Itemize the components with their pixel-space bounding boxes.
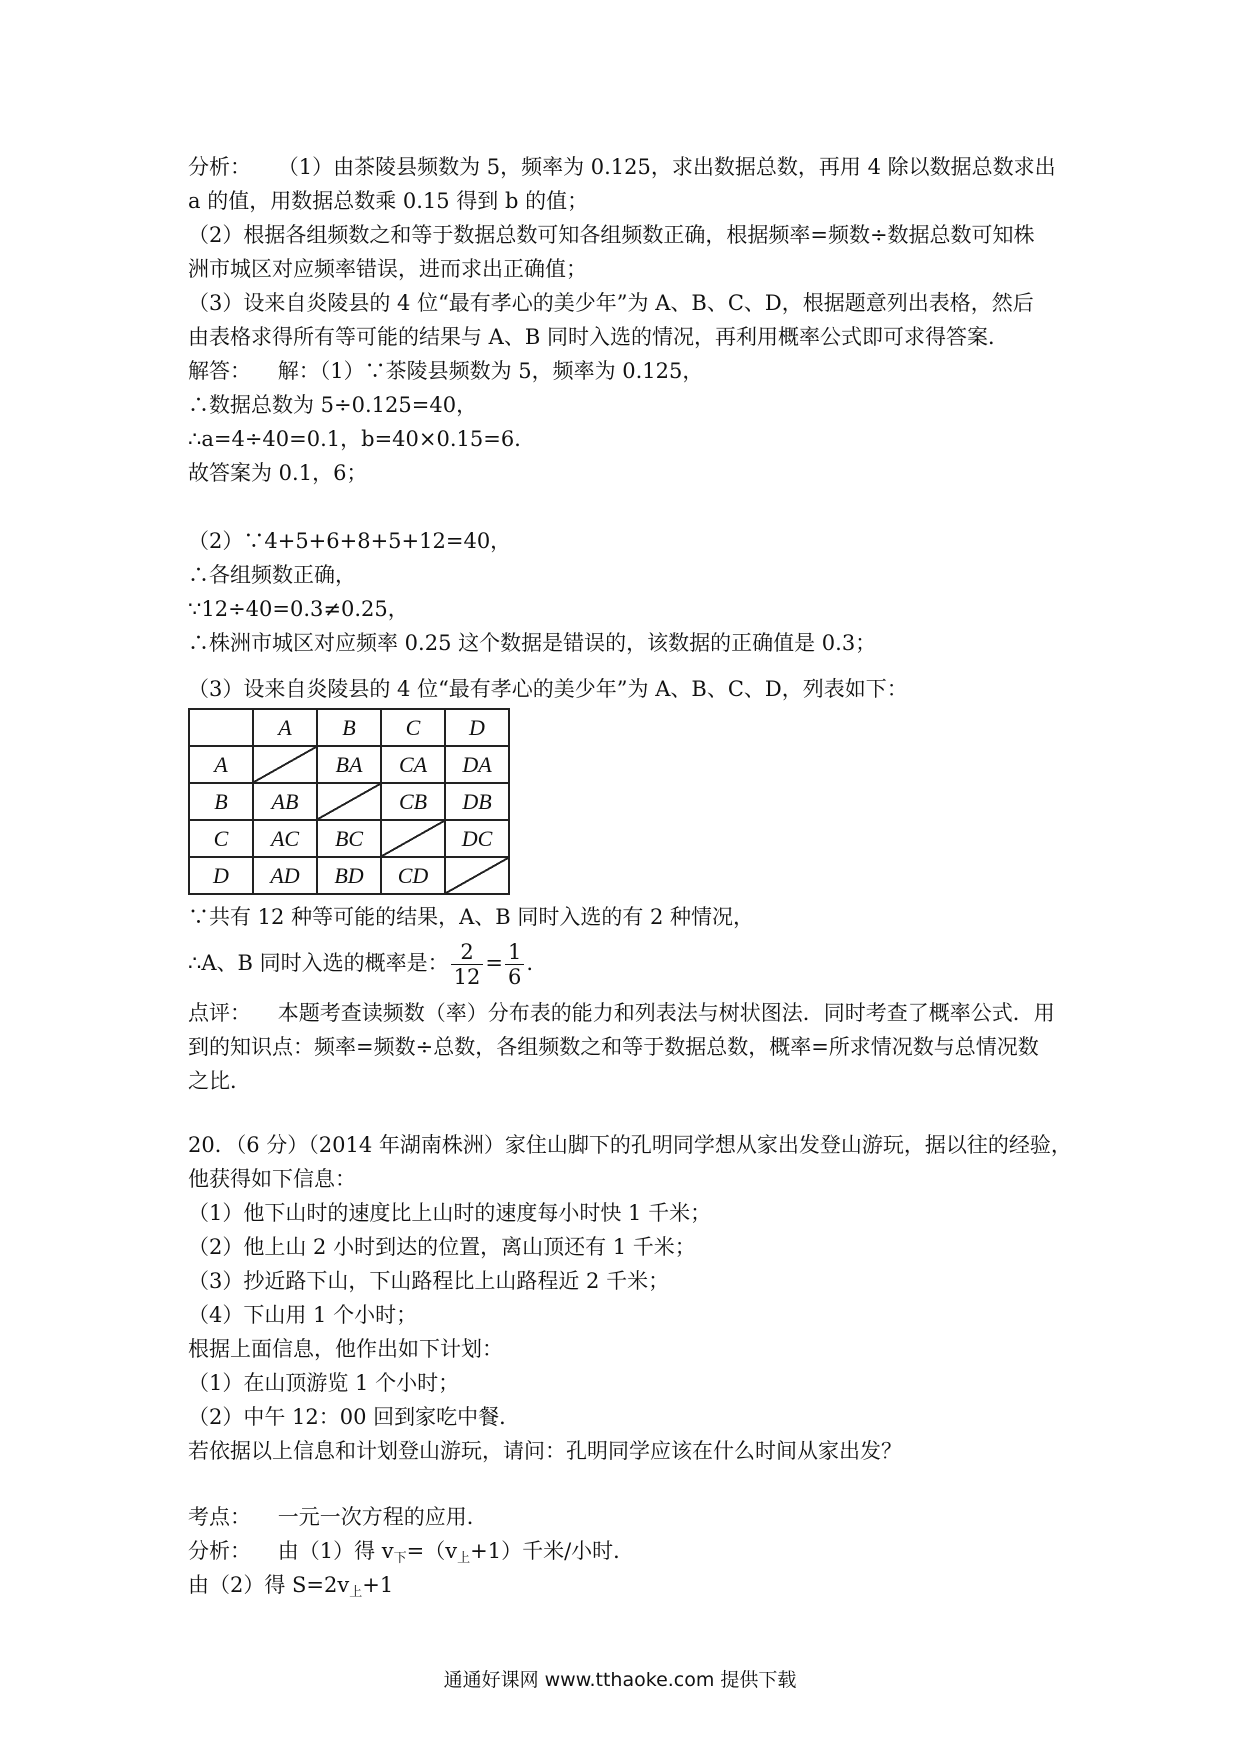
analysis2-line-2 — [188, 1568, 393, 1610]
answer-line-6: ∴各组频数正确， — [188, 563, 356, 587]
answer-line-5: （2）∵4+5+6+8+5+12=40， — [188, 529, 512, 553]
table-cell — [189, 709, 253, 746]
question-20-line-1: 20．（6 分）（2014 年湖南株洲）家住山脚下的孔明同学想从家出发登山游玩，据以往的经验， — [188, 1133, 1072, 1157]
kaodian-line — [188, 1500, 488, 1534]
analysis-line-4: 洲市城区对应频率错误，进而求出正确值； — [188, 257, 587, 281]
answer-line-3: ∴a=4÷40=0.1，b=40×0.15=6． — [188, 427, 536, 451]
probability-text: ∴A、B 同时入选的概率是： — [188, 951, 449, 975]
answer-line-9: （3）设来自炎陵县的 4 位“最有孝心的美少年”为 A、B、C、D，列表如下： — [188, 677, 908, 701]
analysis-text: （1）由茶陵县频数为 5，频率为 0.125，求出数据总数，再用 4 除以数据总数求出 — [277, 155, 1056, 179]
fraction-denominator: 6 — [507, 965, 522, 989]
table-header-row — [189, 709, 509, 746]
analysis2-label: 分析： — [188, 1539, 251, 1563]
subscript-down: 下 — [393, 1551, 407, 1566]
table-cell-diagonal — [317, 783, 381, 820]
question-20-line-5: （3）抄近路下山，下山路程比上山路程近 2 千米； — [188, 1269, 670, 1293]
table-row — [189, 820, 509, 857]
analysis-line-3: （2）根据各组频数之和等于数据总数可知各组频数正确，根据频率=频数÷数据总数可知株 — [188, 223, 1035, 247]
question-20-line-4: （2）他上山 2 小时到达的位置，离山顶还有 1 千米； — [188, 1235, 696, 1259]
fraction-numerator: 2 — [451, 940, 484, 965]
table-cell: B — [317, 709, 381, 746]
equals-sign: = — [485, 951, 503, 975]
analysis-line-2: a 的值，用数据总数乘 0.15 得到 b 的值； — [188, 189, 589, 213]
answer-line-7: ∵12÷40=0.3≠0.25， — [188, 597, 409, 621]
table-cell: D — [189, 857, 253, 894]
probability-table-wrap — [188, 708, 510, 895]
table-cell: AC — [253, 820, 317, 857]
question-20-line-2: 他获得如下信息： — [188, 1167, 356, 1191]
table-cell: A — [189, 746, 253, 783]
table-cell-diagonal — [253, 746, 317, 783]
comment-line-3: 之比． — [188, 1069, 251, 1093]
comment-text: 本题考查读频数（率）分布表的能力和列表法与树状图法．同时考查了概率公式．用 — [277, 1001, 1055, 1025]
table-cell: D — [445, 709, 509, 746]
table-cell-diagonal — [445, 857, 509, 894]
analysis2-text: +1 — [362, 1573, 394, 1597]
table-cell: CD — [381, 857, 445, 894]
table-cell: BA — [317, 746, 381, 783]
analysis-line-1 — [188, 150, 1056, 184]
subscript-up: 上 — [457, 1551, 471, 1566]
fraction-numerator: 1 — [505, 940, 524, 965]
fraction-denominator: 12 — [453, 965, 481, 989]
question-20-line-6: （4）下山用 1 个小时； — [188, 1303, 418, 1327]
answer-label: 解答： — [188, 359, 251, 383]
answer-line-4: 故答案为 0.1，6； — [188, 461, 368, 485]
table-cell: AB — [253, 783, 317, 820]
table-cell: BC — [317, 820, 381, 857]
table-cell: CB — [381, 783, 445, 820]
table-cell: C — [189, 820, 253, 857]
answer-line-1 — [188, 354, 703, 388]
question-20-line-8: （1）在山顶游览 1 个小时； — [188, 1371, 460, 1395]
table-cell: B — [189, 783, 253, 820]
answer-line-11 — [188, 940, 533, 989]
analysis2-text: 由（2）得 S=2v — [188, 1573, 350, 1597]
analysis-label: 分析： — [188, 155, 251, 179]
table-cell: C — [381, 709, 445, 746]
table-row — [189, 783, 509, 820]
fraction-one-sixth — [505, 940, 524, 989]
fraction-two-twelfths — [451, 940, 484, 989]
kaodian-text: 一元一次方程的应用． — [277, 1505, 488, 1529]
question-20-line-9: （2）中午 12：00 回到家吃中餐． — [188, 1405, 521, 1429]
comment-label: 点评： — [188, 1001, 251, 1025]
table-cell: AD — [253, 857, 317, 894]
table-row — [189, 857, 509, 894]
answer-line-2: ∴数据总数为 5÷0.125=40， — [188, 393, 478, 417]
analysis-line-6: 由表格求得所有等可能的结果与 A、B 同时入选的情况，再利用概率公式即可求得答案． — [188, 325, 1009, 349]
table-cell: DA — [445, 746, 509, 783]
analysis2-text: 由（1）得 v — [277, 1539, 394, 1563]
question-20-line-3: （1）他下山时的速度比上山时的速度每小时快 1 千米； — [188, 1201, 712, 1225]
table-cell: A — [253, 709, 317, 746]
question-20-line-10: 若依据以上信息和计划登山游玩，请问：孔明同学应该在什么时间从家出发？ — [188, 1439, 902, 1463]
comment-line-1 — [188, 996, 1055, 1030]
table-cell: DB — [445, 783, 509, 820]
answer-line-8: ∴株洲市城区对应频率 0.25 这个数据是错误的，该数据的正确值是 0.3； — [188, 631, 877, 655]
subscript-up: 上 — [349, 1585, 363, 1600]
table-cell: BD — [317, 857, 381, 894]
table-row — [189, 746, 509, 783]
comment-line-2: 到的知识点：频率=频数÷总数，各组频数之和等于数据总数，概率=所求情况数与总情况数 — [188, 1035, 1039, 1059]
page-footer: 通通好课网 www.tthaoke.com 提供下载 — [443, 1669, 797, 1691]
table-cell: CA — [381, 746, 445, 783]
kaodian-label: 考点： — [188, 1505, 251, 1529]
analysis2-text: +1）千米/小时． — [470, 1539, 635, 1563]
period: . — [526, 951, 534, 975]
answer-line-10: ∵共有 12 种等可能的结果，A、B 同时入选的有 2 种情况， — [188, 905, 755, 929]
analysis-line-5: （3）设来自炎陵县的 4 位“最有孝心的美少年”为 A、B、C、D，根据题意列出表格，然后 — [188, 291, 1034, 315]
analysis2-text: =（v — [406, 1539, 458, 1563]
question-20-line-7: 根据上面信息，他作出如下计划： — [188, 1337, 503, 1361]
answer-text: 解：（1）∵茶陵县频数为 5，频率为 0.125， — [277, 359, 704, 383]
probability-table — [188, 708, 510, 895]
table-cell-diagonal — [381, 820, 445, 857]
table-cell: DC — [445, 820, 509, 857]
